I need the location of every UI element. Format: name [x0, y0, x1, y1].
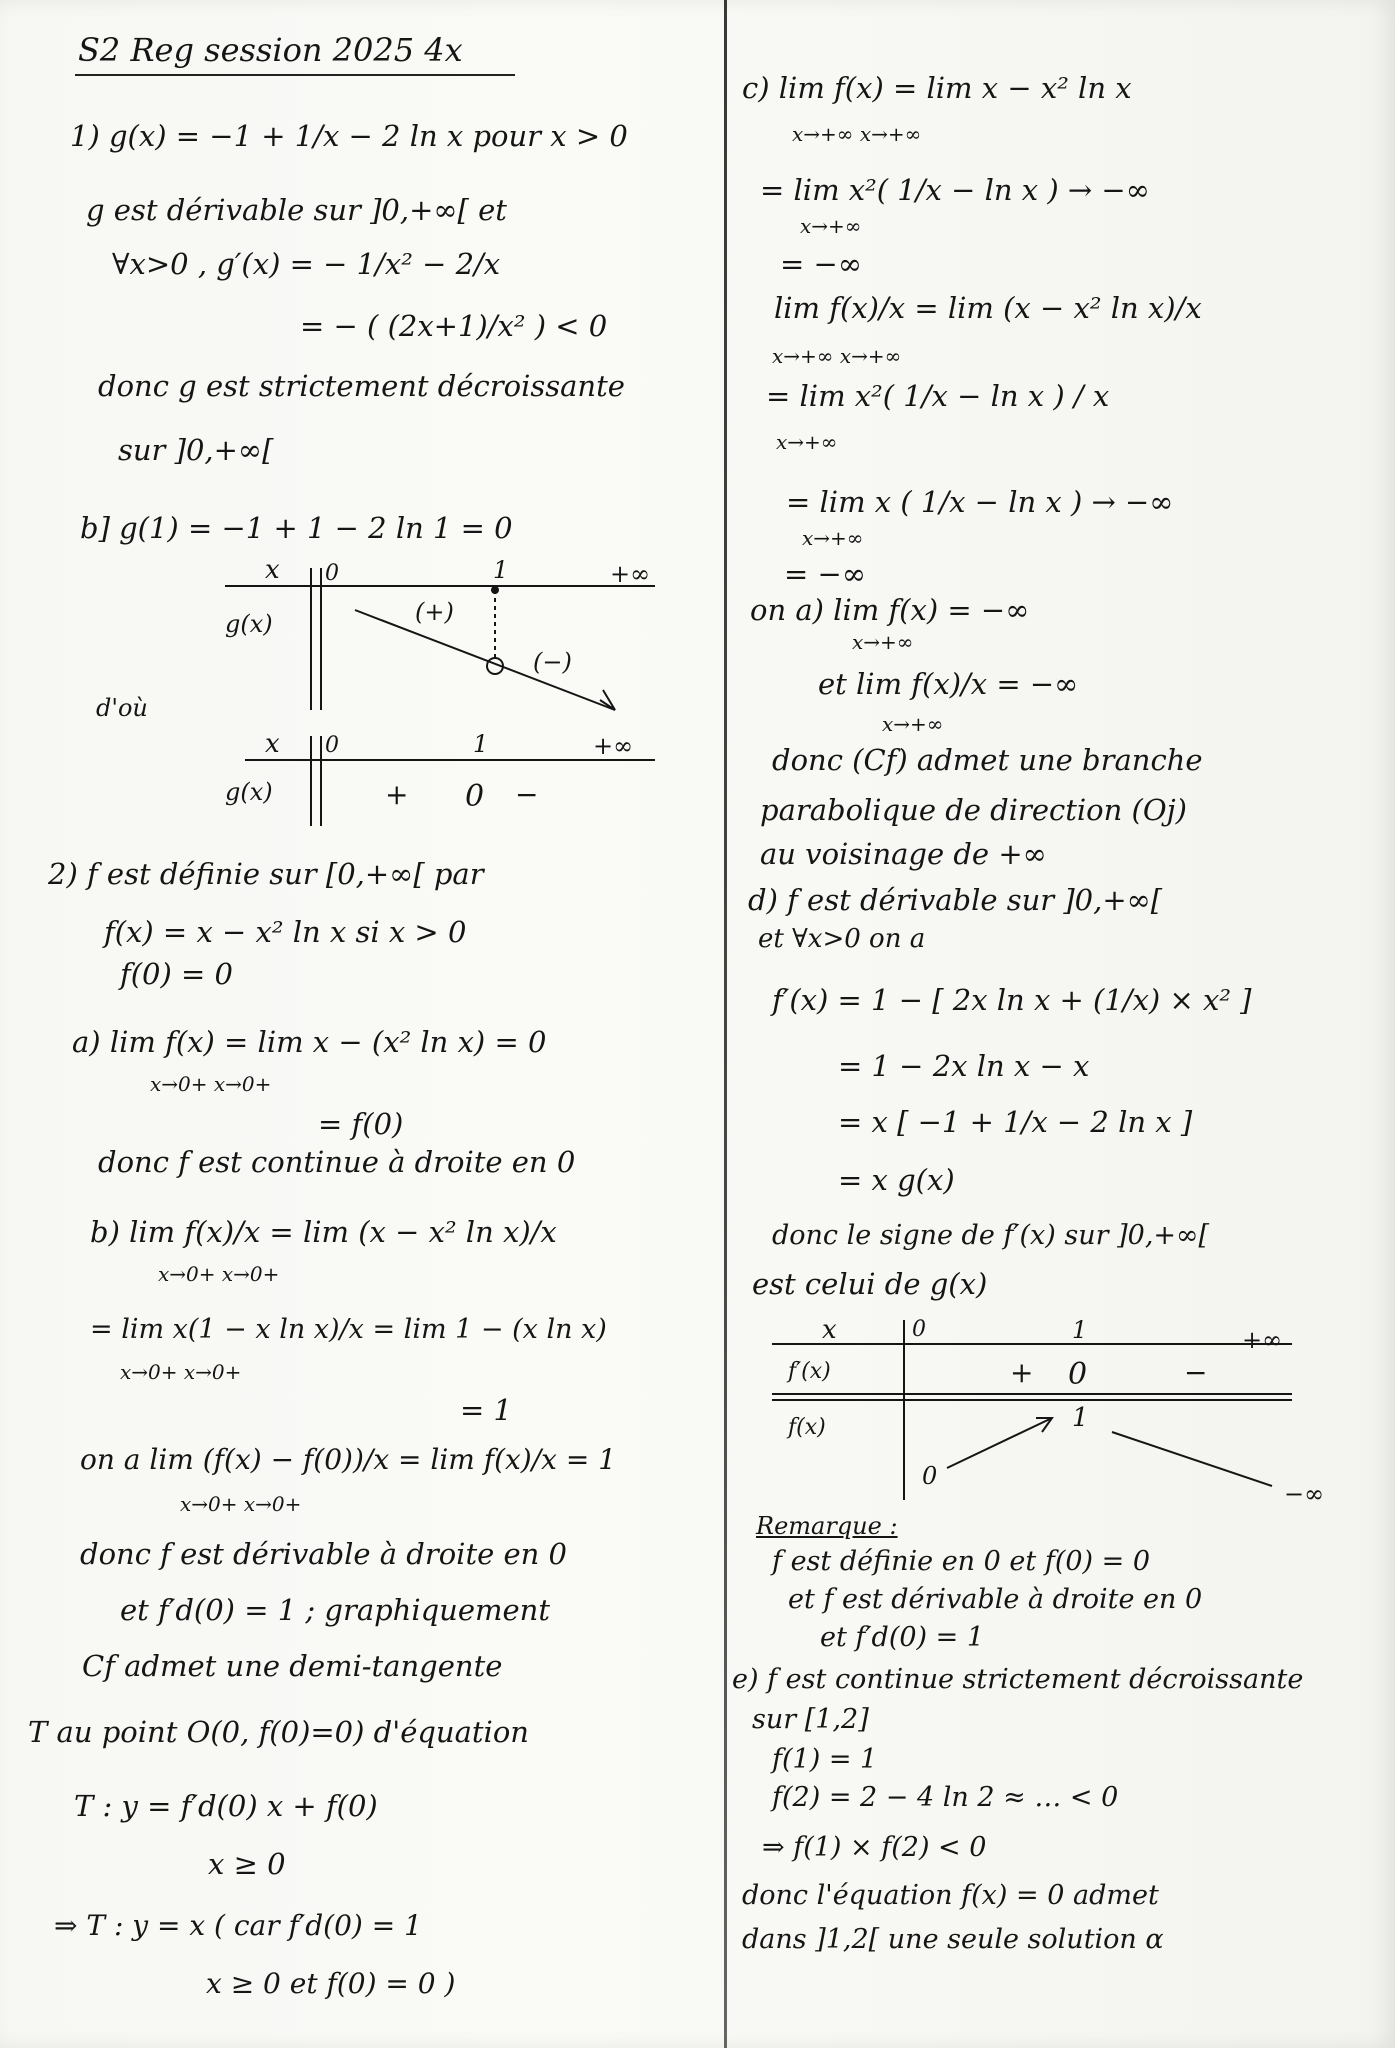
right-line: x→+∞: [852, 630, 914, 654]
right-line: donc l'équation f(x) = 0 admet: [742, 1880, 1159, 1911]
right-line: x→+∞: [776, 430, 838, 454]
g-var-x1: 1: [493, 556, 509, 584]
left-line: x ≥ 0 et f(0) = 0 ): [206, 1967, 456, 2000]
left-line: a) lim f(x) = lim x − (x² ln x) = 0: [72, 1025, 547, 1059]
right-line: au voisinage de +∞: [760, 837, 1047, 871]
f-table-x0: 0: [912, 1317, 926, 1342]
f-table-row2-minfty: −∞: [1284, 1480, 1325, 1508]
left-line: donc f est dérivable à droite en 0: [80, 1537, 567, 1571]
right-line: est celui de g(x): [752, 1267, 988, 1301]
left-line: = lim x(1 − x ln x)/x = lim 1 − (x ln x): [90, 1314, 607, 1345]
right-line: = x g(x): [838, 1163, 955, 1197]
g-sign-header-x: x: [265, 729, 280, 759]
f-table-xinf: +∞: [1242, 1326, 1283, 1354]
g-var-sign-minus: (−): [533, 648, 572, 676]
f-table-row1-label: f′(x): [788, 1359, 831, 1384]
left-line: b] g(1) = −1 + 1 − 2 ln 1 = 0: [80, 511, 513, 545]
left-line: x→0+ x→0+: [150, 1072, 272, 1096]
left-line: T au point O(0, f(0)=0) d'équation: [28, 1715, 529, 1749]
right-line: x→+∞: [802, 526, 864, 550]
left-line: = f(0): [318, 1107, 404, 1141]
left-line: ⇒ T : y = x ( car f′d(0) = 1: [54, 1909, 422, 1942]
right-line: donc le signe de f′(x) sur ]0,+∞[: [772, 1220, 1210, 1251]
f-table-row2-one: 1: [1072, 1403, 1089, 1433]
left-line: et f′d(0) = 1 ; graphiquement: [120, 1593, 551, 1627]
g-sign-cell-minus: −: [515, 778, 539, 811]
f-table-row2-label: f(x): [788, 1415, 826, 1440]
right-line: f′(x) = 1 − [ 2x ln x + (1/x) × x² ]: [772, 983, 1252, 1017]
right-line: et f est dérivable à droite en 0: [788, 1584, 1203, 1615]
g-var-x0: 0: [325, 561, 339, 586]
g-sign-cell-zero: 0: [465, 779, 485, 814]
g-sign-x0: 0: [325, 733, 339, 758]
right-line: f est définie en 0 et f(0) = 0: [772, 1546, 1151, 1577]
right-line: et lim f(x)/x = −∞: [818, 667, 1079, 701]
left-line: = − ( (2x+1)/x² ) < 0: [300, 309, 608, 343]
right-line: parabolique de direction (Oj): [760, 793, 1187, 827]
left-line: 2) f est définie sur [0,+∞[ par: [48, 857, 484, 891]
right-line: f(1) = 1: [772, 1744, 878, 1775]
right-line: x→+∞: [800, 214, 862, 238]
right-line: et ∀x>0 on a: [758, 924, 926, 954]
left-line: b) lim f(x)/x = lim (x − x² ln x)/x: [90, 1215, 557, 1249]
f-table-x1: 1: [1072, 1316, 1088, 1344]
f-table-row2-zero: 0: [922, 1462, 938, 1490]
g-sign-cell-plus: +: [385, 778, 409, 811]
g-sign-table: [215, 726, 685, 836]
g-var-row-label: g(x): [225, 610, 273, 638]
g-var-header-x: x: [265, 555, 280, 585]
right-line: f(2) = 2 − 4 ln 2 ≈ … < 0: [772, 1782, 1119, 1813]
right-line: c) lim f(x) = lim x − x² ln x: [742, 71, 1132, 105]
right-line: = lim x ( 1/x − ln x ) → −∞: [786, 485, 1174, 519]
left-line: x→0+ x→0+: [120, 1360, 242, 1384]
right-line: ⇒ f(1) × f(2) < 0: [762, 1832, 987, 1863]
title-underline: [75, 74, 515, 76]
right-line: = −∞: [780, 247, 862, 281]
right-line: d) f est dérivable sur ]0,+∞[: [748, 883, 1163, 917]
left-line: sur ]0,+∞[: [118, 433, 274, 467]
left-line: f(x) = x − x² ln x si x > 0: [104, 915, 467, 949]
right-line: e) f est continue strictement décroissante: [732, 1664, 1304, 1695]
right-line: = x [ −1 + 1/x − 2 ln x ]: [838, 1105, 1193, 1139]
page-title: S2 Reg session 2025 4x: [78, 31, 463, 69]
right-line: lim f(x)/x = lim (x − x² ln x)/x: [774, 291, 1202, 325]
left-line: ∀x>0 , g′(x) = − 1/x² − 2/x: [112, 247, 501, 281]
right-line: x→+∞ x→+∞: [772, 344, 902, 368]
left-line: donc f est continue à droite en 0: [98, 1145, 576, 1179]
right-line: sur [1,2]: [752, 1704, 869, 1735]
g-sign-row-label: g(x): [225, 778, 273, 806]
right-line: = −∞: [784, 557, 866, 591]
f-table-row1-minus: −: [1184, 1356, 1208, 1389]
g-sign-xinf: +∞: [593, 732, 634, 760]
f-variation-table: [772, 1310, 1372, 1510]
f-table-header-x: x: [822, 1315, 837, 1345]
page-fold: [724, 0, 727, 2048]
left-line: x→0+ x→0+: [180, 1492, 302, 1516]
g-var-xinf: +∞: [610, 560, 651, 588]
right-line: donc (Cf) admet une branche: [772, 743, 1203, 777]
right-line: x→+∞: [882, 712, 944, 736]
right-line: et f′d(0) = 1: [820, 1622, 985, 1653]
right-line: = 1 − 2x ln x − x: [838, 1049, 1090, 1083]
f-table-row1-plus: +: [1010, 1356, 1034, 1389]
right-line: on a) lim f(x) = −∞: [750, 593, 1030, 627]
left-line: g est dérivable sur ]0,+∞[ et: [86, 193, 507, 227]
f-table-row1-zero: 0: [1068, 1357, 1088, 1392]
g-variation-table: [215, 555, 685, 720]
left-line: x ≥ 0: [208, 1847, 286, 1881]
left-line: donc g est strictement décroissante: [98, 369, 625, 403]
left-line: f(0) = 0: [120, 957, 233, 991]
left-line: on a lim (f(x) − f(0))/x = lim f(x)/x = 1: [80, 1443, 617, 1476]
left-line: x→0+ x→0+: [158, 1262, 280, 1286]
left-line: T : y = f′d(0) x + f(0): [74, 1789, 378, 1823]
left-line: d'où: [96, 694, 148, 722]
g-sign-x1: 1: [473, 730, 489, 758]
right-line: x→+∞ x→+∞: [792, 122, 922, 146]
right-line: = lim x²( 1/x − ln x ) → −∞: [760, 173, 1150, 207]
left-line: 1) g(x) = −1 + 1/x − 2 ln x pour x > 0: [70, 119, 628, 153]
left-line: Cf admet une demi-tangente: [82, 1649, 503, 1683]
left-line: = 1: [460, 1393, 512, 1427]
right-line: = lim x²( 1/x − ln x ) / x: [766, 379, 1110, 413]
right-line: Remarque :: [756, 1512, 898, 1540]
g-var-sign-plus: (+): [415, 598, 454, 626]
right-line: dans ]1,2[ une seule solution α: [742, 1924, 1164, 1955]
